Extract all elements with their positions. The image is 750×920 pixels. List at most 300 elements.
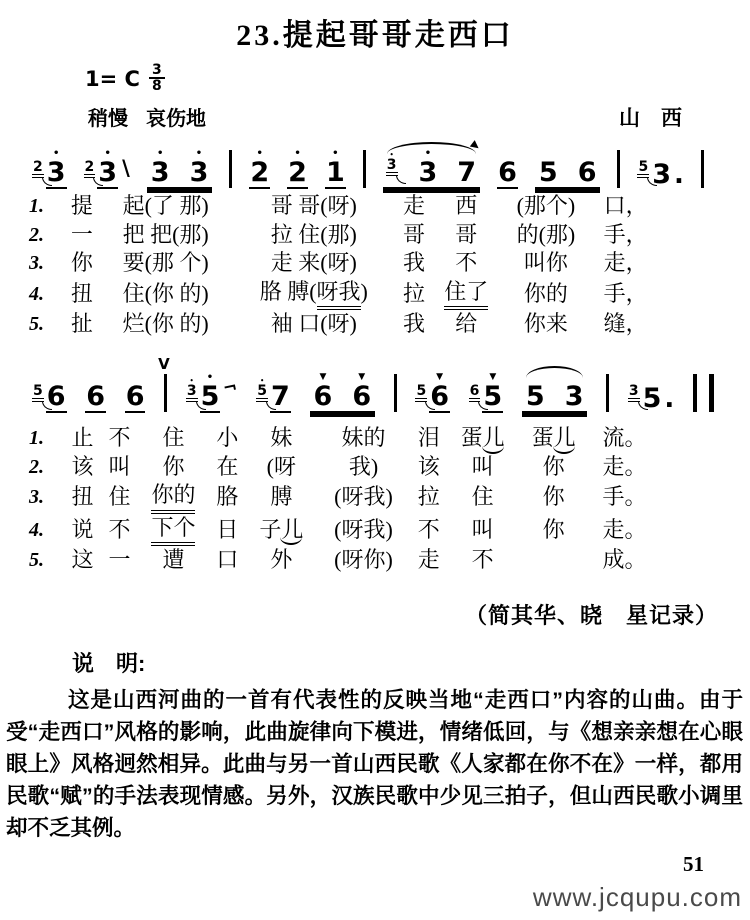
lyric-text: 袖 口(呀): [270, 311, 357, 336]
lyric-text: 蛋儿: [461, 424, 505, 453]
bar-line: [363, 150, 366, 188]
verse-number: 3.: [29, 486, 44, 508]
note-group: [522, 373, 588, 413]
note-group-notes: [147, 149, 213, 189]
lyric-text: 哥: [455, 221, 478, 247]
note-group: [383, 149, 480, 189]
bar-line: [606, 374, 609, 412]
lyric-row: [28, 546, 660, 575]
time-signature-denominator: 8: [149, 77, 165, 93]
lyric-text: (那个): [516, 193, 576, 218]
grace-digit: 3: [186, 384, 198, 402]
lyric-cell: [209, 481, 246, 514]
lyric-cell: [501, 192, 592, 221]
lyric-text: 走。: [602, 516, 647, 542]
lyric-cell: [396, 192, 432, 221]
lyric-text: ): [360, 278, 368, 304]
lyric-cell: [209, 546, 246, 575]
note-stack: [418, 149, 439, 187]
grace-tie: [42, 177, 52, 186]
lyric-cell: [447, 546, 518, 575]
lyric-row: [28, 221, 660, 250]
lyric-text: 拉 住(那): [270, 221, 357, 247]
lyric-cell: [232, 310, 397, 339]
note-digit: 2: [288, 157, 307, 188]
lyric-cell: [396, 310, 432, 339]
lyric-cell: [410, 453, 447, 482]
grace-note: [256, 378, 268, 402]
watermark-text: www.jcqupu.com: [532, 882, 742, 912]
note-digit: 3: [189, 157, 209, 188]
lyric-text: 住(你 的): [122, 280, 209, 306]
lyric-cell: [138, 424, 209, 453]
lyric-text: 扯: [70, 311, 93, 336]
note-digit: 7: [457, 157, 477, 188]
lyric-text: 你: [70, 250, 93, 275]
note-digit: 6: [313, 381, 333, 412]
note-stack: [313, 373, 334, 411]
lyric-cell: [232, 192, 397, 221]
lyric-text: 我): [348, 453, 379, 479]
lyric-text: 呀我: [317, 278, 361, 311]
lyric-text: 口，: [603, 193, 648, 218]
lyric-cell: [100, 249, 232, 278]
lyric-text: 走，: [603, 250, 648, 275]
lyric-cell: [64, 310, 100, 339]
grace-note: [186, 378, 198, 402]
note: [150, 149, 171, 187]
lyric-text: 你: [542, 516, 565, 542]
lyric-cell: [518, 546, 589, 575]
note-digit: 3: [418, 157, 438, 188]
lyric-cell: [64, 278, 100, 311]
note-digit: 5: [525, 381, 545, 412]
lyric-cell: [64, 546, 101, 575]
lyric-text: 哥 哥(呀): [270, 193, 357, 218]
lyric-cell: [101, 546, 138, 575]
note: [525, 373, 546, 411]
lyric-text: 一: [108, 547, 131, 572]
lyric-text: 下个: [151, 514, 195, 547]
lyric-cell: [317, 481, 410, 514]
note-group: [535, 149, 601, 189]
note: [564, 373, 585, 411]
note: [415, 373, 450, 413]
breath-mark-v: V: [158, 355, 170, 373]
note-stack: [85, 373, 106, 413]
lyric-text: 叫: [471, 516, 494, 542]
lyric-cell: [246, 424, 317, 453]
lyric-text: 我: [402, 311, 425, 336]
lyric-cell: [317, 514, 410, 547]
lyric-row: [28, 424, 660, 453]
lyric-text: 止: [71, 425, 94, 450]
lyric-cell: [317, 424, 410, 453]
lyric-cell: [138, 453, 209, 482]
lyric-text: 叫: [471, 453, 494, 479]
lyric-text: 流。: [602, 425, 647, 450]
lyric-cell: [518, 453, 589, 482]
note-digit: 5: [483, 381, 503, 412]
note: [351, 373, 372, 411]
note-digit: 6: [125, 381, 145, 412]
note-stack: [456, 149, 477, 187]
lyric-cell: [589, 514, 660, 547]
bar-line: [394, 374, 397, 412]
lyric-text: 你: [162, 453, 185, 479]
grace-digit: 5: [256, 384, 268, 402]
lyric-text: 给: [455, 311, 478, 336]
lyric-row: [28, 192, 660, 221]
lyric-cell: [589, 481, 660, 514]
lyric-text: 子儿: [259, 516, 303, 545]
note-digit: 5: [642, 383, 662, 414]
lyric-text: 扭: [70, 280, 93, 306]
lyric-row: [28, 278, 660, 311]
note-digit: 3: [98, 157, 118, 188]
lyric-cell: [246, 514, 317, 547]
page-number: 51: [683, 852, 704, 876]
grace-tie: [396, 175, 406, 184]
tempo-marking: [88, 102, 206, 131]
lyric-cell: [501, 278, 592, 311]
lyric-text: 住: [162, 425, 185, 450]
verse-number: 4.: [29, 282, 44, 305]
key-label: 1= C: [85, 66, 140, 91]
lyric-text: 不: [108, 425, 131, 450]
note-digit: 6: [498, 157, 517, 188]
lyric-cell: [410, 546, 447, 575]
lyric-cell: [501, 221, 592, 250]
octave-dot: •: [424, 148, 432, 159]
lyric-text: 日: [216, 516, 239, 542]
lyric-text: 膊: [270, 484, 293, 509]
lyric-cell: [447, 424, 518, 453]
lyric-row: [28, 514, 660, 547]
lyric-cell: [246, 453, 317, 482]
lyric-cell: [447, 453, 518, 482]
lyric-text: 不: [417, 516, 440, 542]
note-group-notes: [535, 149, 601, 189]
lyric-cell: [209, 514, 246, 547]
note-stack: [125, 373, 146, 413]
lyric-text: 手，: [603, 221, 648, 247]
lyric-text: 住了: [444, 278, 488, 311]
note: [418, 149, 439, 187]
grace-note: [637, 154, 649, 178]
lyric-cell: [518, 514, 589, 547]
lyric-cell: [101, 424, 138, 453]
note: [125, 373, 146, 413]
grace-tie: [266, 401, 276, 410]
lyric-text: 扭: [71, 484, 94, 509]
lyric-cell: [138, 481, 209, 514]
lyric-cell: [518, 424, 589, 453]
lyric-cell: [138, 514, 209, 547]
grace-note: [386, 152, 398, 176]
octave-dot: •: [52, 148, 60, 159]
lyric-text: 这: [71, 547, 94, 572]
octave-dot: •: [104, 148, 111, 159]
lyric-cell: [518, 481, 589, 514]
lyric-row: [28, 310, 660, 339]
lyric-text: 西: [455, 193, 478, 218]
verse-number: 1.: [29, 195, 44, 217]
lyric-row: [28, 453, 660, 482]
note: [628, 375, 674, 413]
lyric-text: 不: [455, 250, 478, 275]
lyric-cell: [246, 481, 317, 514]
lyric-text: 成。: [602, 547, 647, 572]
lyric-text: 在: [216, 453, 239, 479]
lyric-cell: [432, 249, 501, 278]
lyric-row: [28, 481, 660, 514]
lyric-text: 走: [402, 193, 425, 218]
note-digit: 1: [325, 157, 345, 188]
grace-digit: 3: [386, 158, 398, 176]
lyric-text: 缝，: [603, 311, 648, 336]
lyric-cell: [209, 424, 246, 453]
note: [538, 149, 559, 187]
lyric-cell: [317, 453, 410, 482]
verse-number: 2.: [29, 223, 44, 246]
time-signature: [149, 64, 165, 93]
grace-tie: [425, 401, 435, 410]
note-stack: [538, 149, 559, 187]
lyric-cell: [64, 192, 100, 221]
lyric-text: 说: [71, 516, 94, 542]
lyric-cell: [100, 310, 232, 339]
note-digit: 3: [652, 159, 672, 190]
note: [287, 149, 308, 189]
lyric-cell: [396, 278, 432, 311]
lyric-cell: [64, 481, 101, 514]
lyric-text: 住: [471, 484, 494, 509]
lyric-cell: [101, 453, 138, 482]
verse-number: 2.: [29, 455, 44, 478]
note-group-notes: [310, 373, 376, 413]
note-digit: 3: [564, 381, 584, 412]
note-stack: [497, 149, 518, 189]
note-digit: 6: [577, 157, 597, 188]
lyric-text: 小: [216, 425, 239, 450]
breath-mark: ¬: [221, 376, 240, 400]
grace-tie: [196, 401, 206, 410]
note: [637, 151, 683, 189]
note-group: [310, 373, 376, 413]
mood-label: 哀伤地: [146, 108, 206, 130]
lyric-text: 把 把(那): [122, 221, 209, 247]
lyric-text: 胳: [216, 484, 239, 509]
lyric-cell: [232, 221, 397, 250]
lyric-row: [28, 249, 660, 278]
note: [32, 373, 67, 413]
grace-digit: 2: [32, 160, 44, 178]
bar-line: [617, 150, 620, 188]
lyric-cell: [447, 514, 518, 547]
grace-digit: 6: [469, 384, 481, 402]
octave-dot: •: [156, 148, 164, 159]
lyric-text: 拉: [417, 484, 440, 509]
lyric-text: 提: [70, 193, 93, 218]
lyric-cell: [410, 514, 447, 547]
lyric-text: 住: [108, 484, 131, 509]
lyric-text: 手。: [602, 484, 647, 509]
verse-number: 5.: [29, 549, 44, 571]
octave-dot: •: [332, 148, 339, 159]
note: [32, 149, 67, 189]
lyric-text: 要(那 个): [122, 250, 209, 275]
octave-dot: •: [195, 148, 203, 159]
note-digit: 5: [200, 381, 220, 412]
grace-note: [32, 154, 44, 178]
note-stack: [351, 373, 372, 411]
lyric-cell: [64, 514, 101, 547]
note: [469, 373, 504, 413]
lyric-cell: [64, 249, 100, 278]
portamento-arc: [387, 142, 476, 154]
grace-tie: [647, 177, 657, 186]
lyric-text: 你: [542, 484, 565, 509]
grace-note: [628, 378, 640, 402]
note-stack: [325, 149, 346, 189]
lyric-text: 我: [402, 250, 425, 275]
verse-number: 1.: [29, 427, 44, 449]
lyric-cell: [589, 424, 660, 453]
note-group-notes: [522, 373, 588, 413]
augmentation-dot: .: [664, 384, 675, 414]
lyric-cell: [396, 221, 432, 250]
lyric-text: 烂(你 的): [122, 311, 209, 336]
lyric-text: 遭: [162, 547, 185, 572]
lyric-cell: [246, 546, 317, 575]
lyric-text: 哥: [402, 221, 425, 247]
lyric-cell: [100, 221, 232, 250]
lyric-cell: [591, 310, 660, 339]
note-stack: [189, 149, 210, 187]
accent-mark: ▼: [358, 372, 366, 382]
grace-digit: 3: [628, 384, 640, 402]
lyric-cell: [432, 221, 501, 250]
lyric-text: 的(那): [516, 221, 576, 247]
lyric-cell: [138, 546, 209, 575]
music-line-1: [32, 133, 704, 195]
verse-block-1: [28, 192, 660, 339]
grace-digit: 2: [84, 160, 96, 178]
bar-line: [701, 150, 704, 188]
transcriber-credit: （简其华、晓 星记录）: [464, 603, 718, 628]
lyric-cell: [101, 481, 138, 514]
lyric-cell: [101, 514, 138, 547]
lyric-cell: [64, 424, 101, 453]
grace-octave-dot: •: [390, 150, 394, 159]
lyric-text: 蛋儿: [532, 424, 576, 453]
note: [84, 149, 130, 189]
lyric-text: 泪: [417, 425, 440, 450]
verse-block-2: [28, 424, 660, 575]
lyric-cell: [396, 249, 432, 278]
tempo-label: 稍慢: [88, 108, 128, 130]
lyric-text: 该: [417, 453, 440, 479]
grace-digit: 5: [415, 384, 427, 402]
verse-number: 3.: [29, 252, 44, 274]
lyric-cell: [589, 453, 660, 482]
grace-note: [32, 378, 44, 402]
lyric-cell: [100, 192, 232, 221]
lyric-text: 你的: [523, 280, 568, 306]
slur-arc: [526, 366, 584, 378]
accent-mark: ▼: [436, 372, 444, 382]
lyric-cell: [591, 249, 660, 278]
grace-tie: [638, 401, 648, 410]
note-group: [147, 149, 213, 189]
note-digit: 6: [352, 381, 372, 412]
lyric-cell: [64, 221, 100, 250]
lyric-cell: [317, 546, 410, 575]
lyric-text: 走 来(呀): [270, 250, 357, 275]
note: [313, 373, 334, 411]
note-group-notes: [383, 149, 480, 189]
lyric-cell: [432, 192, 501, 221]
note-digit: 6: [86, 381, 106, 412]
lyric-text: 走: [417, 547, 440, 572]
lyric-text: 走。: [602, 453, 647, 479]
note: [189, 149, 210, 187]
lyric-cell: [501, 249, 592, 278]
lyric-cell: [447, 481, 518, 514]
note: [85, 373, 106, 413]
grace-note: [415, 378, 427, 402]
grace-octave-dot: •: [260, 376, 264, 385]
grace-digit: 5: [32, 384, 44, 402]
octave-dot: •: [256, 148, 263, 159]
lyric-cell: [501, 310, 592, 339]
lyric-text: 你的: [151, 481, 195, 514]
lyric-text: (呀你): [334, 547, 393, 572]
note-digit: 2: [250, 157, 270, 188]
note: [186, 373, 238, 413]
lyric-text: 胳 膊(: [259, 278, 317, 304]
note-digit: 6: [46, 381, 66, 412]
note-digit: 7: [271, 381, 290, 412]
lyric-cell: [232, 278, 397, 311]
lyric-cell: [589, 546, 660, 575]
lyric-text: 手，: [603, 280, 648, 306]
lyric-text: 起(了 那): [122, 193, 209, 218]
lyric-text: 外: [270, 547, 293, 572]
note-stack: [577, 149, 598, 187]
note-digit: 3: [46, 157, 66, 188]
lyric-cell: [410, 481, 447, 514]
lyric-text: 该: [71, 453, 94, 479]
note: [325, 149, 346, 189]
note: [249, 149, 270, 189]
octave-dot: •: [294, 148, 301, 159]
song-title: 23.提起哥哥走西口: [236, 19, 514, 52]
bar-line: [158, 355, 170, 412]
grace-tie: [478, 401, 488, 410]
octave-dot: •: [206, 372, 214, 383]
note-digit: 3: [150, 157, 170, 188]
lyric-text: 不: [108, 516, 131, 542]
note-stack: [525, 373, 546, 411]
lyric-cell: [432, 278, 501, 311]
accent-mark: ▼: [489, 372, 497, 382]
note: [497, 149, 518, 189]
lyric-cell: [232, 249, 397, 278]
lyric-cell: [432, 310, 501, 339]
grace-octave-dot: •: [190, 376, 194, 385]
